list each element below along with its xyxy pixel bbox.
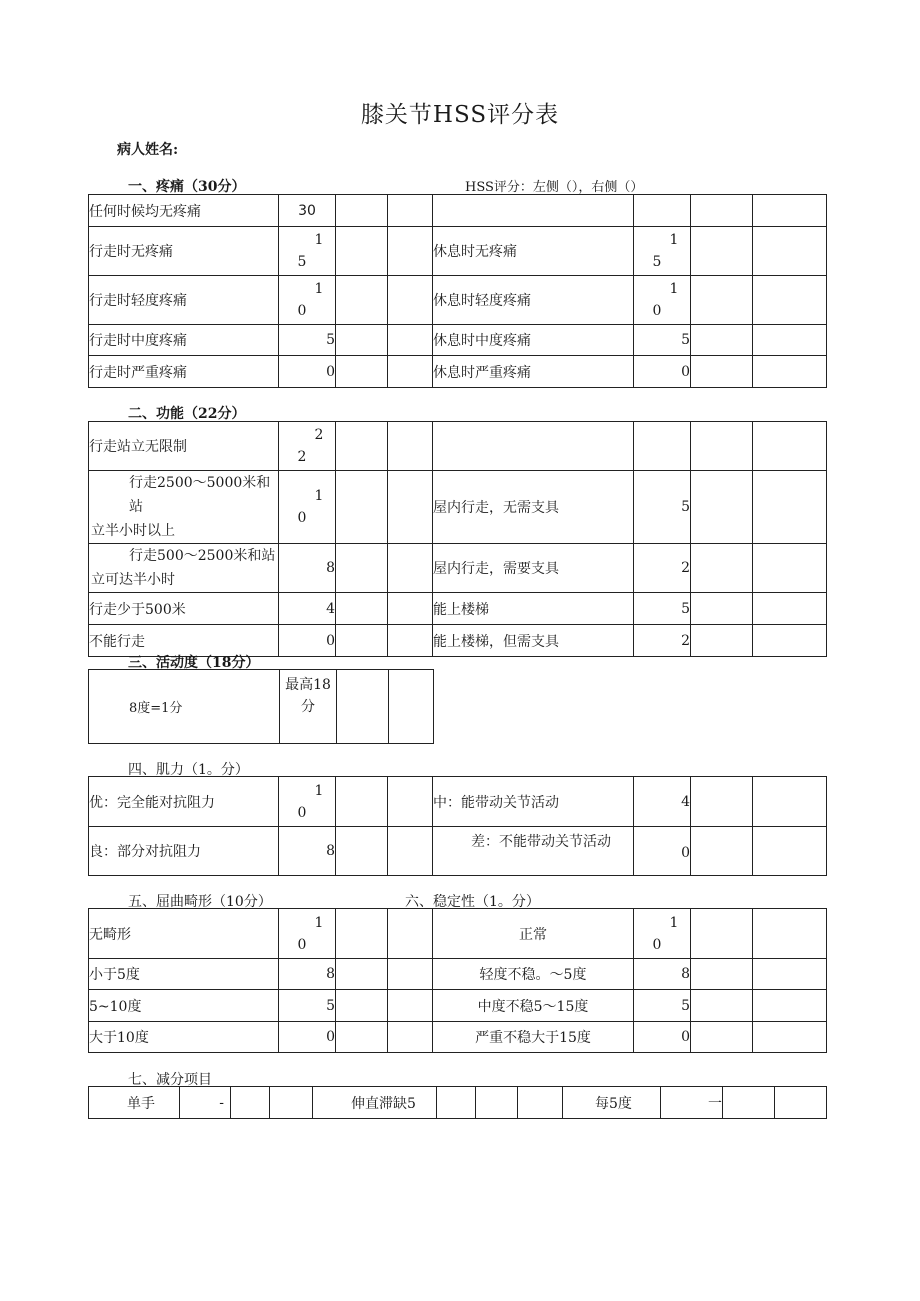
score-entry-cell[interactable] xyxy=(336,909,388,959)
strength-item-label: 差：不能带动关节活动 xyxy=(433,827,634,876)
score-entry-cell[interactable] xyxy=(388,827,433,876)
deduction-item-value: 一 xyxy=(661,1087,723,1119)
pain-item-label: 休息时轻度疼痛 xyxy=(433,276,634,325)
deformity-item-label: 小于5度 xyxy=(89,959,279,990)
deformity-item-label: 5~10度 xyxy=(89,990,279,1022)
function-item-score: 5 xyxy=(634,593,691,625)
function-item-label: 行走站立无限制 xyxy=(89,422,279,471)
score-entry-cell[interactable] xyxy=(388,325,433,356)
score-entry-cell[interactable] xyxy=(388,625,433,657)
score-entry-cell[interactable] xyxy=(753,990,827,1022)
strength-item-score: 8 xyxy=(279,827,336,876)
deduction-item-label: 伸直滞缺5 xyxy=(313,1087,437,1119)
table-row xyxy=(89,356,827,388)
function-item-score: 5 xyxy=(634,471,691,544)
pain-item-label: 行走时中度疼痛 xyxy=(89,325,279,356)
pain-item-label: 行走时严重疼痛 xyxy=(89,356,279,388)
score-digit: 2 xyxy=(314,427,324,443)
score-digit: 1 xyxy=(669,914,679,931)
table-row xyxy=(89,990,827,1022)
rom-item-score xyxy=(280,670,337,744)
function-item-label xyxy=(433,422,634,471)
function-item-label: 屋内行走，无需支具 xyxy=(433,471,634,544)
deformity-stability-table xyxy=(88,908,827,1053)
score-entry-cell[interactable] xyxy=(336,990,388,1022)
score-digit: 1 xyxy=(314,914,324,931)
function-item-score: 2 xyxy=(634,544,691,593)
score-entry-cell[interactable] xyxy=(336,959,388,990)
score-entry-cell[interactable] xyxy=(388,356,433,388)
strength-item-label: 中：能带动关节活动 xyxy=(433,777,634,827)
stability-item-score xyxy=(634,909,691,959)
table-row xyxy=(89,325,827,356)
table-row xyxy=(89,1022,827,1053)
score-entry-cell[interactable] xyxy=(691,325,753,356)
pain-item-label: 任何时候均无疼痛 xyxy=(89,195,279,227)
pain-item-label: 休息时中度疼痛 xyxy=(433,325,634,356)
pain-item-score: 30 xyxy=(279,195,336,227)
deduction-item-label: 每5度 xyxy=(563,1087,661,1119)
score-entry-cell[interactable] xyxy=(753,325,827,356)
label-line: 立可达半小时 xyxy=(91,572,175,588)
score-entry-cell[interactable] xyxy=(231,1087,270,1119)
rom-table xyxy=(88,669,434,744)
score-entry-cell[interactable] xyxy=(388,422,433,471)
score-entry-cell[interactable] xyxy=(388,959,433,990)
score-digit: 2 xyxy=(297,449,307,465)
stability-item-label: 轻度不稳。～5度 xyxy=(433,959,634,990)
function-item-label: 屋内行走，需要支具 xyxy=(433,544,634,593)
score-entry-cell[interactable] xyxy=(388,990,433,1022)
score-entry-cell[interactable] xyxy=(691,909,753,959)
pain-item-score xyxy=(279,276,336,325)
strength-item-score: 0 xyxy=(634,827,691,876)
score-entry-cell[interactable] xyxy=(691,625,753,657)
deduction-table xyxy=(88,1086,827,1119)
score-entry-cell[interactable] xyxy=(753,471,827,544)
pain-item-label: 行走时轻度疼痛 xyxy=(89,276,279,325)
score-entry-cell[interactable] xyxy=(388,471,433,544)
score-digit: 0 xyxy=(297,303,307,319)
deformity-item-score xyxy=(279,909,336,959)
score-entry-cell[interactable] xyxy=(753,544,827,593)
pain-item-label: 休息时严重疼痛 xyxy=(433,356,634,388)
score-entry-cell[interactable] xyxy=(336,356,388,388)
function-item-label: 能上楼梯 xyxy=(433,593,634,625)
deformity-section-header: 五、屈曲畸形（10分） xyxy=(128,894,272,910)
deformity-item-score: 0 xyxy=(279,1022,336,1053)
score-entry-cell[interactable] xyxy=(270,1087,313,1119)
table-row xyxy=(89,777,827,827)
score-digit: 1 xyxy=(669,232,679,248)
table-row xyxy=(89,593,827,625)
score-digit: 0 xyxy=(297,510,307,526)
label-line: 行走500～2500米和站 xyxy=(129,548,276,564)
table-row xyxy=(89,909,827,959)
pain-item-score: 0 xyxy=(634,356,691,388)
deduction-section-header: 七、减分项目 xyxy=(128,1072,212,1088)
score-entry-cell[interactable] xyxy=(336,422,388,471)
table-row xyxy=(89,422,827,471)
score-entry-cell[interactable] xyxy=(753,1022,827,1053)
function-section-header: 二、功能（22分） xyxy=(128,406,246,422)
pain-item-score xyxy=(634,227,691,276)
pain-item-label: 休息时无疼痛 xyxy=(433,227,634,276)
score-entry-cell[interactable] xyxy=(336,471,388,544)
function-item-label: 行走少于500米 xyxy=(89,593,279,625)
score-entry-cell[interactable] xyxy=(691,544,753,593)
pain-item-label xyxy=(433,195,634,227)
strength-section-header: 四、肌力（1。分） xyxy=(128,762,249,778)
function-item-score: 4 xyxy=(279,593,336,625)
table-row xyxy=(89,959,827,990)
deduction-item-label: 单手 xyxy=(89,1087,180,1119)
score-entry-cell[interactable] xyxy=(691,422,753,471)
strength-item-score: 4 xyxy=(634,777,691,827)
strength-item-label: 优：完全能对抗阻力 xyxy=(89,777,279,827)
score-entry-cell[interactable] xyxy=(691,227,753,276)
strength-item-score xyxy=(279,777,336,827)
hss-score-label: HSS评分：左侧（），右侧（） xyxy=(465,180,644,195)
pain-item-score xyxy=(279,227,336,276)
function-item-score: 0 xyxy=(279,625,336,657)
score-entry-cell[interactable] xyxy=(336,325,388,356)
table-row xyxy=(89,227,827,276)
stability-item-label: 中度不稳5～15度 xyxy=(433,990,634,1022)
score-entry-cell[interactable] xyxy=(753,195,827,227)
function-item-label xyxy=(89,544,279,593)
table-row xyxy=(89,471,827,544)
pain-table xyxy=(88,194,827,388)
patient-name-label: 病人姓名: xyxy=(117,142,179,158)
deformity-item-label: 大于10度 xyxy=(89,1022,279,1053)
stability-item-score: 5 xyxy=(634,990,691,1022)
function-item-label xyxy=(89,471,279,544)
score-entry-cell[interactable] xyxy=(336,827,388,876)
strength-table xyxy=(88,776,827,876)
score-digit: 0 xyxy=(297,804,307,821)
score-digit: 5 xyxy=(297,254,307,270)
score-entry-cell[interactable] xyxy=(336,593,388,625)
pain-item-score: 5 xyxy=(634,325,691,356)
pain-item-label: 行走时无疼痛 xyxy=(89,227,279,276)
score-line: 最高18 xyxy=(285,677,331,693)
score-entry-cell[interactable] xyxy=(388,593,433,625)
score-entry-cell[interactable] xyxy=(691,827,753,876)
deformity-item-label: 无畸形 xyxy=(89,909,279,959)
score-entry-cell[interactable] xyxy=(691,990,753,1022)
score-entry-cell[interactable] xyxy=(723,1087,775,1119)
strength-item-label: 良：部分对抗阻力 xyxy=(89,827,279,876)
score-line: 分 xyxy=(301,699,315,715)
score-entry-cell[interactable] xyxy=(691,777,753,827)
rom-section-header: 三、活动度（18分） xyxy=(128,655,260,671)
score-digit: 1 xyxy=(314,782,324,799)
function-item-score: 2 xyxy=(634,625,691,657)
score-entry-cell[interactable] xyxy=(753,959,827,990)
pain-section-header: 一、疼痛（30分） xyxy=(128,179,246,195)
deduction-item-value: - xyxy=(180,1087,231,1119)
score-entry-cell[interactable] xyxy=(691,1022,753,1053)
function-item-score xyxy=(279,422,336,471)
score-digit: 1 xyxy=(314,488,324,504)
score-entry-cell[interactable] xyxy=(691,593,753,625)
function-table xyxy=(88,421,827,657)
score-entry-cell[interactable] xyxy=(336,625,388,657)
score-digit: 0 xyxy=(652,303,662,319)
score-entry-cell[interactable] xyxy=(336,195,388,227)
table-row xyxy=(89,1087,827,1119)
score-entry-cell[interactable] xyxy=(388,227,433,276)
score-entry-cell[interactable] xyxy=(336,276,388,325)
score-entry-cell[interactable] xyxy=(753,593,827,625)
pain-item-score: 5 xyxy=(279,325,336,356)
pain-item-score: 0 xyxy=(279,356,336,388)
function-item-score xyxy=(634,422,691,471)
function-item-score: 8 xyxy=(279,544,336,593)
stability-section-header: 六、稳定性（1。分） xyxy=(405,894,540,910)
stability-item-label: 严重不稳大于15度 xyxy=(433,1022,634,1053)
stability-item-label: 正常 xyxy=(433,909,634,959)
score-digit: 5 xyxy=(652,254,662,270)
pain-item-score xyxy=(634,195,691,227)
function-item-label: 能上楼梯，但需支具 xyxy=(433,625,634,657)
score-entry-cell[interactable] xyxy=(691,276,753,325)
stability-item-score: 0 xyxy=(634,1022,691,1053)
score-entry-cell[interactable] xyxy=(691,195,753,227)
score-digit: 0 xyxy=(652,936,662,953)
score-entry-cell[interactable] xyxy=(388,195,433,227)
score-entry-cell[interactable] xyxy=(337,670,389,744)
score-entry-cell[interactable] xyxy=(753,227,827,276)
score-entry-cell[interactable] xyxy=(388,909,433,959)
score-digit: 1 xyxy=(669,281,679,297)
deformity-item-score: 8 xyxy=(279,959,336,990)
deformity-item-score: 5 xyxy=(279,990,336,1022)
table-row xyxy=(89,670,434,744)
function-item-label: 不能行走 xyxy=(89,625,279,657)
table-row xyxy=(89,544,827,593)
score-entry-cell[interactable] xyxy=(336,1022,388,1053)
stability-item-score: 8 xyxy=(634,959,691,990)
score-entry-cell[interactable] xyxy=(775,1087,827,1119)
score-entry-cell[interactable] xyxy=(336,544,388,593)
score-entry-cell[interactable] xyxy=(691,356,753,388)
score-digit: 1 xyxy=(314,281,324,297)
score-entry-cell[interactable] xyxy=(753,827,827,876)
score-entry-cell[interactable] xyxy=(753,276,827,325)
score-digit: 1 xyxy=(314,232,324,248)
score-entry-cell[interactable] xyxy=(753,777,827,827)
label-line: 行走2500～5000米和站 xyxy=(129,475,271,515)
score-entry-cell[interactable] xyxy=(691,959,753,990)
score-entry-cell[interactable] xyxy=(388,1022,433,1053)
pain-item-score xyxy=(634,276,691,325)
table-row xyxy=(89,276,827,325)
score-digit: 0 xyxy=(297,936,307,953)
score-entry-cell[interactable] xyxy=(388,276,433,325)
score-entry-cell[interactable] xyxy=(388,777,433,827)
function-item-score xyxy=(279,471,336,544)
label-line: 立半小时以上 xyxy=(91,523,175,539)
page-title: 膝关节HSS评分表 xyxy=(360,102,560,128)
table-row xyxy=(89,195,827,227)
score-entry-cell[interactable] xyxy=(336,777,388,827)
score-entry-cell[interactable] xyxy=(389,670,434,744)
table-row xyxy=(89,827,827,876)
score-entry-cell[interactable] xyxy=(753,356,827,388)
score-entry-cell[interactable] xyxy=(753,909,827,959)
score-entry-cell[interactable] xyxy=(476,1087,518,1119)
score-entry-cell[interactable] xyxy=(753,625,827,657)
score-entry-cell[interactable] xyxy=(691,471,753,544)
score-entry-cell[interactable] xyxy=(753,422,827,471)
score-entry-cell[interactable] xyxy=(518,1087,563,1119)
score-entry-cell[interactable] xyxy=(437,1087,476,1119)
score-entry-cell[interactable] xyxy=(388,544,433,593)
score-entry-cell[interactable] xyxy=(336,227,388,276)
rom-item-label: 8度=1分 xyxy=(89,670,280,744)
